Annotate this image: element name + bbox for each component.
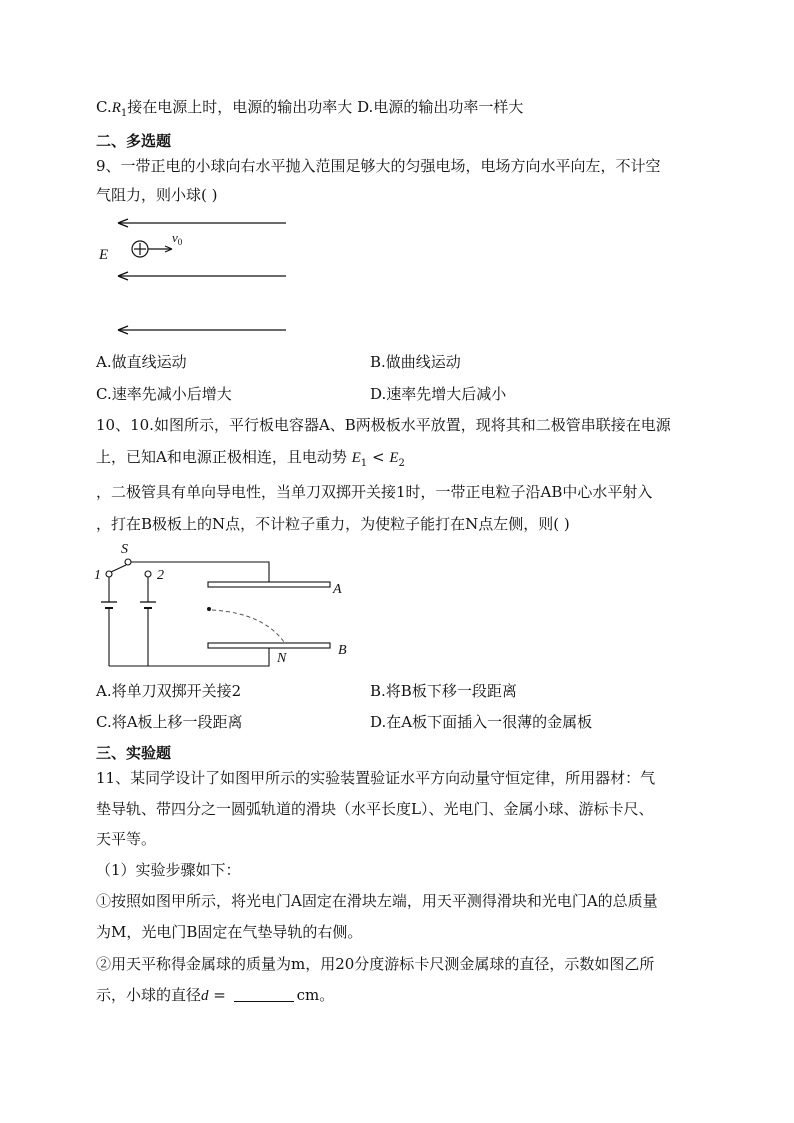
q11-line3: 天平等。	[96, 830, 157, 848]
switch-pivot	[125, 559, 131, 565]
q10-stem-line2: 上，已知A和电源正极相连，且电动势 $E_1 < E_2$	[96, 448, 405, 469]
section-title-multiple-choice: 二、多选题	[96, 132, 172, 150]
q11-step1-line2: 为M，光电门B固定在气垫导轨的右侧。	[96, 923, 363, 941]
switch-label: S	[121, 542, 128, 557]
q9-option-a[interactable]: A.做直线运动	[96, 353, 187, 371]
switch-contact-2	[145, 571, 151, 577]
wire-to-plate-a	[131, 562, 269, 582]
section-title-experiment: 三、实验题	[96, 744, 172, 762]
point-n-label: N	[277, 651, 287, 666]
terminal-2-label: 2	[157, 568, 164, 583]
q9-option-c[interactable]: C.速率先减小后增大	[96, 385, 232, 403]
field-line-bottom	[118, 326, 286, 334]
charged-particle	[207, 607, 211, 611]
q9-option-d[interactable]: D.速率先增大后减小	[370, 385, 507, 403]
q11-step-title: （1）实验步骤如下：	[96, 861, 241, 879]
q9-option-b[interactable]: B.做曲线运动	[370, 353, 461, 371]
plate-b-label: B	[338, 643, 347, 658]
plate-a-label: A	[333, 582, 342, 597]
q11-step2-line2: 示，小球的直径d = cm。	[96, 986, 335, 1004]
plate-a	[208, 582, 330, 587]
q10-option-a[interactable]: A.将单刀双掷开关接2	[96, 682, 242, 700]
q10-option-d[interactable]: D.在A板下面插入一很薄的金属板	[370, 713, 593, 731]
diameter-answer-blank[interactable]	[234, 987, 294, 1002]
terminal-1-label: 1	[94, 568, 101, 583]
particle-trajectory	[212, 610, 284, 642]
field-line-top	[118, 219, 286, 227]
q9-stem-line2: 气阻力，则小球( )	[96, 186, 218, 204]
q9-stem-line1: 9、一带正电的小球向右水平抛入范围足够大的匀强电场，电场方向水平向左，不计空	[96, 157, 661, 175]
q11-line1: 11、某同学设计了如图甲所示的实验装置验证水平方向动量守恒定律，所用器材：气	[96, 769, 656, 787]
q10-stem-line1: 10、10.如图所示，平行板电容器A、B两极板水平放置，现将其和二极管串联接在电源	[96, 416, 671, 434]
q9-electric-field-figure	[90, 212, 300, 337]
q11-step2-line1: ②用天平称得金属球的质量为m，用20分度游标卡尺测金属球的直径，示数如图乙所	[96, 955, 655, 973]
wire-to-plate-b	[109, 648, 269, 666]
switch-contact-1	[106, 571, 112, 577]
q10-option-c[interactable]: C.将A板上移一段距离	[96, 713, 243, 731]
q11-line2: 垫导轨、带四分之一圆弧轨道的滑块（水平长度L）、光电门、金属小球、游标卡尺、	[96, 800, 654, 818]
switch-blade	[111, 565, 126, 572]
velocity-arrow	[148, 246, 172, 252]
q8-options-cd: $C.R_1$接在电源上时，电源的输出功率大 D.电源的输出功率一样大	[96, 98, 524, 119]
q10-stem-line3: ，二极管具有单向导电性，当单刀双掷开关接1时，一带正电粒子沿AB中心水平射入	[96, 483, 653, 501]
emf-relation: $E_1 < E_2$	[351, 448, 405, 469]
q10-stem-line4: ，打在B极板上的N点，不计粒子重力，为使粒子能打在N点左侧，则( )	[96, 515, 570, 533]
q10-option-b[interactable]: B.将B板下移一段距离	[370, 682, 517, 700]
positive-charge-ball-icon	[132, 241, 148, 257]
plate-b	[208, 643, 330, 648]
q11-step1-line1: ①按照如图甲所示，将光电门A固定在滑块左端，用天平测得滑块和光电门A的总质量	[96, 892, 658, 910]
field-label-e: E	[99, 247, 109, 263]
q10-capacitor-circuit-figure	[88, 538, 358, 670]
field-line-middle	[118, 272, 286, 280]
velocity-label: $v_0$	[172, 230, 183, 247]
